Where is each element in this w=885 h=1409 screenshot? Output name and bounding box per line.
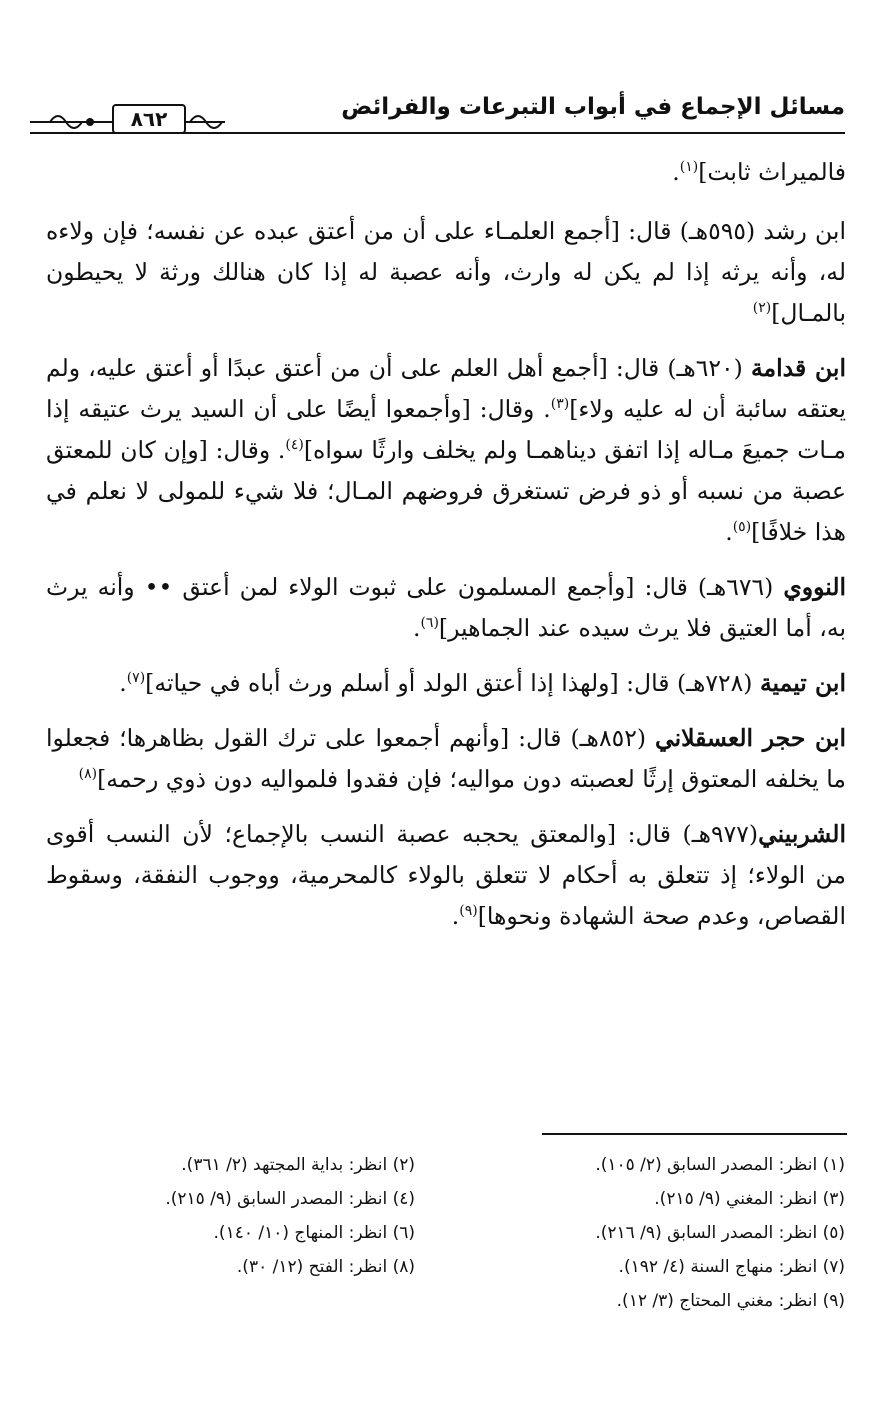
footnote: (٧) انظر: منهاج السنة (٤/ ١٩٢). <box>618 1257 845 1277</box>
header-title: مسائل الإجماع في أبواب التبرعات والفرائض <box>341 94 845 120</box>
paragraph: ابن رشد (٥٩٥هـ) قال: [أجمع العلمـاء على أن من أعتق عبده عن نفسه؛ فإن ولاءه له، وأنه يرثه إذا لم يكن له وارث، وأنه عصبة له إذا كان هنالك ورثة لا يحيطون بالمـال]$^{(٢)}$ <box>46 217 846 327</box>
running-header <box>30 92 845 138</box>
footnote-ref: (٢) <box>752 300 772 317</box>
main-text <box>46 152 846 951</box>
footnote-ref: (٧) <box>126 670 146 687</box>
scholar-name: النووي <box>783 573 847 601</box>
page-number: ٨٦٢ <box>112 104 186 134</box>
scholar-name: ابن حجر العسقلاني <box>654 724 847 752</box>
paragraph: ابن حجر العسقلاني (٨٥٢هـ) قال: [وأنهم أجمعوا على ترك القول بظاهرها؛ فجعلوا ما يخلفه المعتوق إرثًا لعصبته دون مواليه؛ فإن فقدوا فلمواليه دون ذوي رحمه]$^{(٨)}$ <box>46 724 847 793</box>
footnote-ref: (٦) <box>420 615 439 632</box>
footnotes-right-column <box>445 1148 845 1318</box>
footnote-ref: (١) <box>679 159 699 176</box>
footnote: (٩) انظر: مغني المحتاج (٣/ ١٢). <box>616 1291 845 1311</box>
paragraph: ابن تيمية (٧٢٨هـ) قال: [ولهذا إذا أعتق الولد أو أسلم ورث أباه في حياته]$^{(٧)}$. <box>119 669 846 697</box>
scholar-name: ابن تيمية <box>759 669 846 697</box>
paragraph: فالميراث ثابت]$^{(١)}$. <box>672 158 846 186</box>
footnote-ref: (٤) <box>285 437 304 454</box>
footnote: (١) انظر: المصدر السابق (٢/ ١٠٥). <box>595 1155 845 1175</box>
footnote: (٨) انظر: الفتح (١٢/ ٣٠). <box>236 1257 415 1277</box>
footnote-ref: (٩) <box>459 903 478 920</box>
footnote-separator <box>542 1133 847 1135</box>
paragraph: النووي (٦٧٦هـ) قال: [وأجمع المسلمون على ثبوت الولاء لمن أعتق •• وأنه يرث به، أما العتيق فلا يرث سيده عند الجماهير]$^{(٦)}$. <box>46 573 847 642</box>
footnote: (٣) انظر: المغني (٩/ ٢١٥). <box>654 1189 845 1209</box>
footnotes-left-column <box>40 1148 415 1284</box>
scholar-name: ابن قدامة <box>750 354 846 382</box>
footnote: (٦) انظر: المنهاج (١٠/ ١٤٠). <box>213 1223 415 1243</box>
footnote: (٤) انظر: المصدر السابق (٩/ ٢١٥). <box>165 1189 415 1209</box>
footnote-ref: (٨) <box>78 766 98 783</box>
paragraph: ابن قدامة (٦٢٠هـ) قال: [أجمع أهل العلم على أن من أعتق عبدًا أو أعتق عليه، ولم يعتقه سائبة أن له عليه ولاء]$^{(٣)}$. وقال: [وأجمعوا أيضًا على أن السيد يرث عتيقه إذا مـات جميعَ مـاله إذا اتفق ديناهمـا ولم يخلف وارثًا سواه]$^{(٤)}$. وقال: [وإن كان للمعتق عصبة من نسبه أو ذو فرض تستغرق فروضهم المـال؛ فلا شيء للمولى لا نعلم في هذا خلافًا]$^{(٥)}$. <box>46 354 847 546</box>
footnote: (٢) انظر: بداية المجتهد (٢/ ٣٦١). <box>181 1155 415 1175</box>
scholar-name: الشربيني <box>758 820 846 848</box>
paragraph: الشربيني(٩٧٧هـ) قال: [والمعتق يحجبه عصبة النسب بالإجماع؛ لأن النسب أقوى من الولاء؛ إذ تتعلق به أحكام لا تتعلق بالولاء كالمحرمية، ووجوب النفقة، وسقوط القصاص، وعدم صحة الشهادة ونحوها]$^{(٩)}$. <box>46 820 846 930</box>
footnote-ref: (٣) <box>550 396 570 413</box>
footnote-ref: (٥) <box>732 519 752 536</box>
footnote: (٥) انظر: المصدر السابق (٩/ ٢١٦). <box>595 1223 845 1243</box>
